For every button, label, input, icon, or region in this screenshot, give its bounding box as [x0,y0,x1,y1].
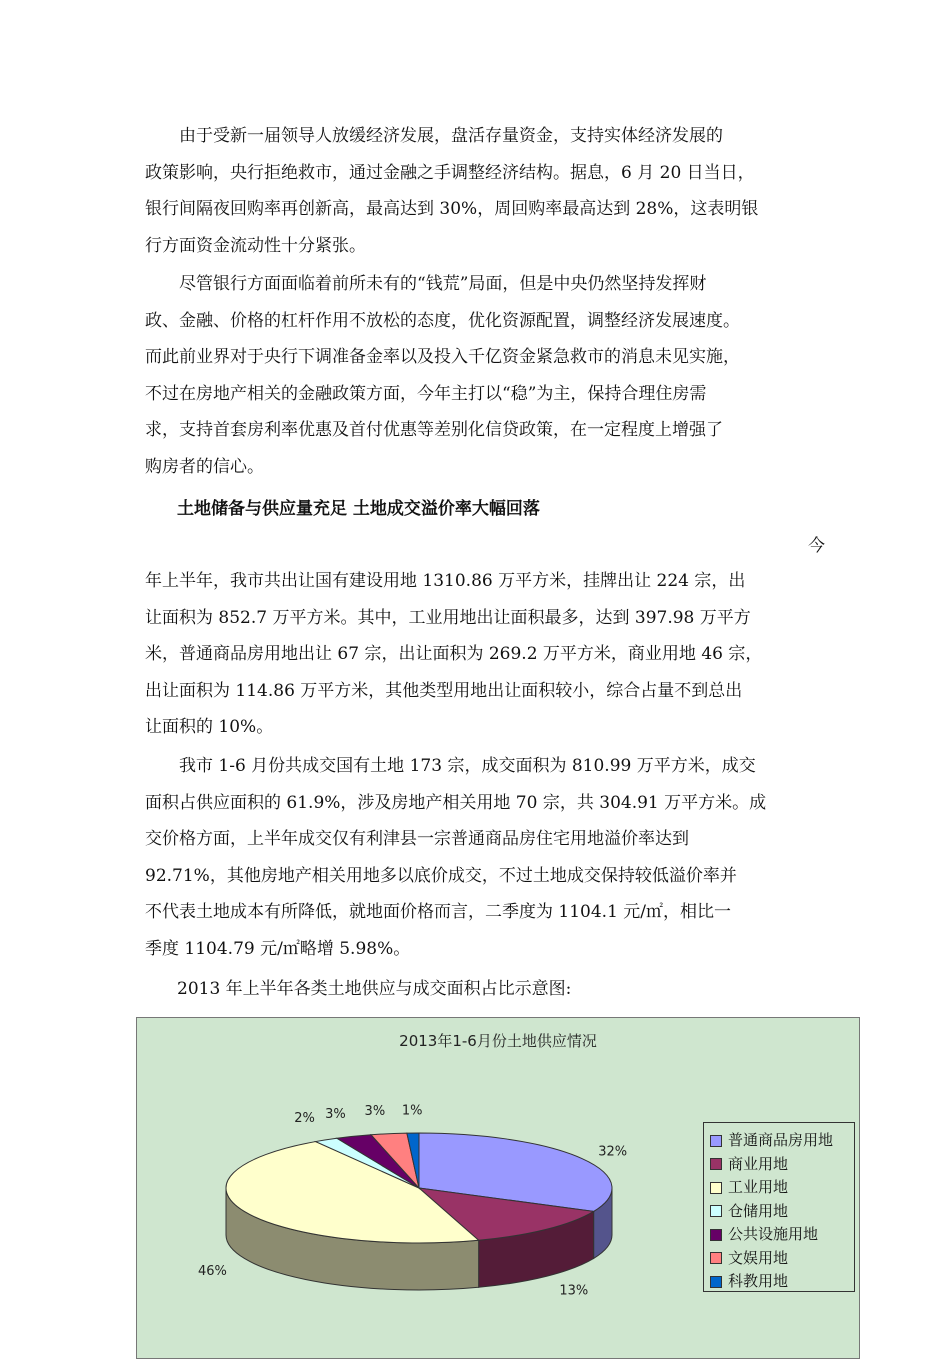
paragraph-3 [145,563,820,746]
legend-swatch [710,1205,722,1217]
pie-label-普通商品房用地: 32% [598,1144,628,1160]
section-heading: 土地储备与供应量充足 土地成交溢价率大幅回落 [177,499,540,519]
pie-chart-svg [137,1018,697,1348]
paragraph-4 [145,748,820,967]
legend-label: 公共设施用地 [728,1225,819,1243]
pie-label-工业用地: 46% [197,1263,227,1279]
paragraph-line: 不代表土地成本有所降低，就地面价格而言，二季度为 1104.1 元/㎡，相比一 [145,902,732,922]
paragraph-1 [145,118,820,264]
legend-item [710,1223,818,1244]
pie-label-科教用地: 1% [401,1103,423,1119]
chart-legend [703,1122,855,1292]
legend-label: 文娱用地 [728,1248,789,1267]
paragraph-line: 银行间隔夜回购率再创新高，最高达到 30%，周回购率最高达到 28%，这表明银 [145,199,759,219]
paragraph-line: 由于受新一届领导人放缓经济发展，盘活存量资金，支持实体经济发展的 [179,126,723,146]
paragraph-line: 92.71%，其他房地产相关用地多以底价成交，不过土地成交保持较低溢价率并 [145,865,737,886]
pie-label-文娱用地: 3% [364,1104,386,1120]
paragraph-line: 面积占供应面积的 61.9%，涉及房地产相关用地 70 宗，共 304.91 万平方米。成 [145,792,767,813]
legend-label: 工业用地 [728,1178,789,1196]
paragraph-line: 政、金融、价格的杠杆作用不放松的态度，优化资源配置，调整经济发展速度。 [145,310,740,331]
paragraph-line: 政策影响，央行拒绝救市，通过金融之手调整经济结构。据息，6 月 20 日当日， [145,162,755,183]
paragraph-line: 季度 1104.79 元/㎡略增 5.98%。 [145,938,411,959]
legend-swatch [710,1276,722,1288]
paragraph-line: 求，支持首套房利率优惠及首付优惠等差别化信贷政策，在一定程度上增强了 [145,420,723,440]
paragraph-line: 让面积为 852.7 万平方米。其中，工业用地出让面积最多，达到 397.98 万平方 [145,607,751,628]
pie-label-商业用地: 13% [559,1283,589,1299]
paragraph-line: 让面积的 10%。 [145,717,274,737]
paragraph-line: 米，普通商品房用地出让 67 宗，出让面积为 269.2 万平方米，商业用地 46 宗， [145,644,763,664]
legend-label: 仓储用地 [728,1201,789,1220]
paragraph-line: 购房者的信心。 [145,456,264,477]
legend-item [710,1129,833,1150]
paragraph-line: 行方面资金流动性十分紧张。 [145,235,366,256]
chart-caption: 2013 年上半年各类土地供应与成交面积占比示意图: [177,979,572,999]
paragraph-line: 尽管银行方面面临着前所未有的“钱荒”局面，但是中央仍然坚持发挥财 [179,274,707,294]
legend-swatch [710,1252,722,1264]
paragraph-line: 年上半年，我市共出让国有建设用地 1310.86 万平方米，挂牌出让 224 宗，出 [145,571,746,591]
chart-title: 2013年1-6月份土地供应情况 [399,1032,597,1050]
pie-label-仓储用地: 2% [294,1111,315,1127]
legend-label: 普通商品房用地 [728,1131,834,1149]
paragraph-line: 而此前业界对于央行下调准备金率以及投入千亿资金紧急救市的消息未见实施， [145,347,740,367]
paragraph-2 [145,266,820,485]
legend-item [710,1153,788,1174]
legend-item [710,1270,788,1291]
lone-character: 今 [808,536,825,556]
legend-item [710,1176,788,1197]
paragraph-line: 交价格方面，上半年成交仅有利津县一宗普通商品房住宅用地溢价率达到 [145,829,689,849]
legend-item [710,1247,788,1268]
pie-chart [136,1017,860,1359]
pie-label-公共设施用地: 3% [325,1107,346,1123]
legend-label: 科教用地 [728,1272,789,1290]
legend-swatch [710,1182,722,1194]
paragraph-line: 出让面积为 114.86 万平方米，其他类型用地出让面积较小，综合占量不到总出 [145,680,743,701]
paragraph-line: 我市 1-6 月份共成交国有土地 173 宗，成交面积为 810.99 万平方米，成交 [179,756,756,776]
paragraph-line: 不过在房地产相关的金融政策方面，今年主打以“稳”为主，保持合理住房需 [145,383,707,404]
legend-label: 商业用地 [728,1154,789,1173]
legend-swatch [710,1158,722,1170]
legend-swatch [710,1229,722,1241]
legend-item [710,1200,788,1221]
legend-swatch [710,1135,722,1147]
